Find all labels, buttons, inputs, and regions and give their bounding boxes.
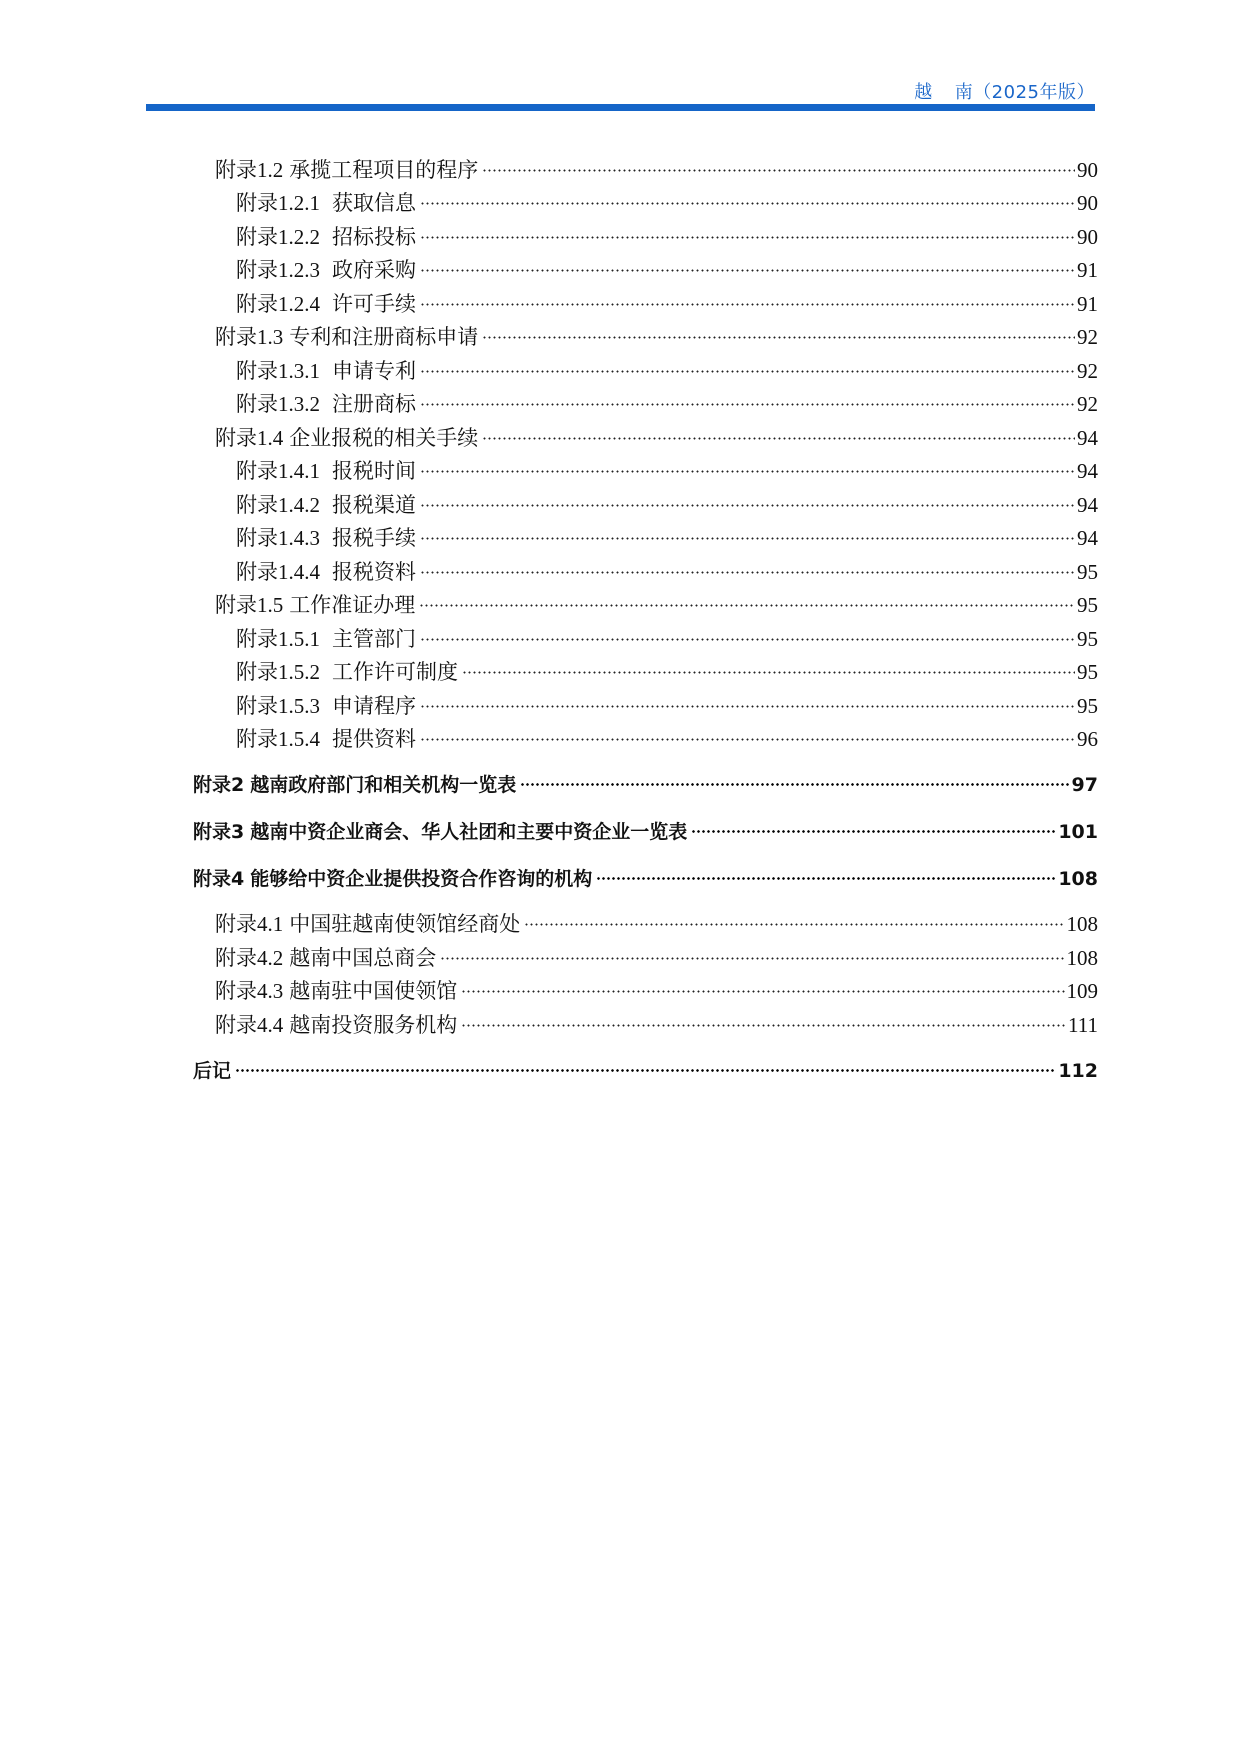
toc-entry-page: 90 bbox=[1077, 191, 1098, 215]
toc-entry-title: 越南驻中国使领馆 bbox=[289, 979, 458, 1003]
dot-leader bbox=[440, 957, 1064, 960]
toc-entry-page: 95 bbox=[1077, 560, 1098, 584]
toc-entry[interactable] bbox=[236, 691, 1098, 721]
toc-entry-page: 90 bbox=[1077, 225, 1098, 249]
toc-entry-title: 工作许可制度 bbox=[332, 660, 458, 684]
toc-entry-title: 越南投资服务机构 bbox=[289, 1013, 458, 1037]
toc-entry-number: 附录1.3.1 bbox=[236, 359, 320, 383]
toc-entry-page: 96 bbox=[1077, 727, 1098, 751]
dot-leader bbox=[420, 202, 1075, 205]
toc-entry-label bbox=[236, 356, 420, 386]
toc-entry-number: 附录4 bbox=[193, 868, 245, 890]
toc-entry-label bbox=[236, 691, 420, 721]
dot-leader bbox=[420, 537, 1075, 540]
toc-entry-number: 附录1.2.1 bbox=[236, 191, 320, 215]
toc-entry-number: 附录1.4 bbox=[215, 426, 284, 450]
dot-leader bbox=[461, 990, 1064, 993]
toc-entry-title: 承揽工程项目的程序 bbox=[289, 158, 479, 182]
toc-entry-label bbox=[236, 523, 420, 553]
toc-entry-title: 注册商标 bbox=[332, 392, 416, 416]
dot-leader bbox=[420, 705, 1075, 708]
toc-entry-page: 95 bbox=[1077, 593, 1098, 617]
toc-entry-number: 附录1.5 bbox=[215, 593, 284, 617]
toc-entry[interactable] bbox=[236, 255, 1098, 285]
dot-leader bbox=[420, 638, 1075, 641]
dot-leader bbox=[420, 370, 1075, 373]
toc-entry[interactable] bbox=[236, 188, 1098, 218]
toc-entry-number: 附录2 bbox=[193, 774, 245, 796]
toc-entry-page: 109 bbox=[1066, 979, 1098, 1003]
toc-entry-label bbox=[236, 255, 420, 285]
dot-leader bbox=[520, 783, 1069, 786]
toc-entry-title: 企业报税的相关手续 bbox=[289, 426, 479, 450]
toc-entry-title: 招标投标 bbox=[332, 225, 416, 249]
dot-leader bbox=[596, 877, 1056, 880]
dot-leader bbox=[691, 830, 1056, 833]
toc-entry-label bbox=[236, 222, 420, 252]
toc-entry-number: 附录1.2.2 bbox=[236, 225, 320, 249]
toc-entry-title: 报税资料 bbox=[332, 560, 416, 584]
toc-entry-number: 附录4.4 bbox=[215, 1013, 284, 1037]
toc-entry-page: 92 bbox=[1077, 359, 1098, 383]
toc-entry[interactable] bbox=[193, 864, 1098, 894]
toc-entry[interactable] bbox=[236, 624, 1098, 654]
dot-leader bbox=[420, 470, 1075, 473]
toc-entry-label bbox=[236, 289, 420, 319]
toc-entry-title: 许可手续 bbox=[332, 292, 416, 316]
toc-entry-title: 专利和注册商标申请 bbox=[289, 325, 479, 349]
toc-entry-page: 92 bbox=[1077, 392, 1098, 416]
toc-entry-label bbox=[236, 624, 420, 654]
toc-entry-page: 95 bbox=[1077, 627, 1098, 651]
toc-entry-label bbox=[236, 389, 420, 419]
toc-entry-label bbox=[236, 724, 420, 754]
header-country-char-1: 越 bbox=[914, 82, 933, 103]
toc-entry-page: 90 bbox=[1077, 158, 1098, 182]
toc-entry-title: 申请程序 bbox=[332, 694, 416, 718]
dot-leader bbox=[420, 269, 1075, 272]
toc-entry-page: 92 bbox=[1077, 325, 1098, 349]
toc-entry-page: 97 bbox=[1071, 774, 1098, 796]
toc-entry-label bbox=[236, 557, 420, 587]
toc-entry-label bbox=[215, 155, 482, 185]
toc-entry-title: 后记 bbox=[193, 1060, 232, 1082]
toc-entry[interactable] bbox=[236, 356, 1098, 386]
toc-entry[interactable] bbox=[236, 456, 1098, 486]
toc-entry-label bbox=[236, 490, 420, 520]
toc-entry[interactable] bbox=[236, 490, 1098, 520]
toc-entry-label bbox=[215, 1010, 461, 1040]
toc-entry-title: 提供资料 bbox=[332, 727, 416, 751]
toc-entry[interactable] bbox=[215, 155, 1098, 185]
toc-entry-number: 附录1.4.1 bbox=[236, 459, 320, 483]
toc-entry[interactable] bbox=[236, 389, 1098, 419]
toc-entry-page: 91 bbox=[1077, 292, 1098, 316]
toc-entry-page: 112 bbox=[1058, 1060, 1098, 1082]
toc-entry-page: 108 bbox=[1066, 912, 1098, 936]
toc-entry-title: 越南中资企业商会、华人社团和主要中资企业一览表 bbox=[250, 821, 688, 843]
toc-entry-label bbox=[236, 657, 462, 687]
dot-leader bbox=[420, 504, 1075, 507]
toc-entry-title: 政府采购 bbox=[332, 258, 416, 282]
dot-leader bbox=[524, 923, 1064, 926]
toc-entry-number: 附录1.5.4 bbox=[236, 727, 320, 751]
toc-entry-label bbox=[215, 423, 482, 453]
toc-entry-number: 附录1.4.2 bbox=[236, 493, 320, 517]
toc-entry-page: 108 bbox=[1058, 868, 1098, 890]
toc-entry-page: 108 bbox=[1066, 946, 1098, 970]
toc-entry[interactable] bbox=[215, 976, 1098, 1006]
toc-entry-label bbox=[193, 864, 596, 894]
dot-leader bbox=[482, 169, 1075, 172]
toc-entry-label bbox=[236, 456, 420, 486]
toc-entry-page: 94 bbox=[1077, 426, 1098, 450]
toc-entry-number: 附录1.2.4 bbox=[236, 292, 320, 316]
toc-entry[interactable] bbox=[215, 909, 1098, 939]
header-rule bbox=[146, 104, 1095, 111]
toc-entry-title: 主管部门 bbox=[332, 627, 416, 651]
dot-leader bbox=[461, 1024, 1066, 1027]
toc-entry[interactable] bbox=[236, 724, 1098, 754]
toc-entry-title: 报税时间 bbox=[332, 459, 416, 483]
toc-entry[interactable] bbox=[215, 1010, 1098, 1040]
toc-entry[interactable] bbox=[215, 943, 1098, 973]
toc-entry-page: 91 bbox=[1077, 258, 1098, 282]
toc-entry-title: 工作准证办理 bbox=[289, 593, 416, 617]
dot-leader bbox=[235, 1069, 1056, 1072]
toc-entry[interactable] bbox=[215, 423, 1098, 453]
toc-entry-label bbox=[215, 590, 419, 620]
toc-entry-number: 附录4.1 bbox=[215, 912, 284, 936]
dot-leader bbox=[482, 336, 1075, 339]
toc-entry-number: 附录3 bbox=[193, 821, 245, 843]
toc-entry-number: 附录1.5.2 bbox=[236, 660, 320, 684]
toc-entry-title: 报税渠道 bbox=[332, 493, 416, 517]
toc-entry-page: 101 bbox=[1058, 821, 1098, 843]
toc-entry-number: 附录1.3 bbox=[215, 325, 284, 349]
dot-leader bbox=[420, 738, 1075, 741]
toc-entry-number: 附录1.4.4 bbox=[236, 560, 320, 584]
dot-leader bbox=[420, 571, 1075, 574]
toc-entry-label bbox=[236, 188, 420, 218]
toc-entry-number: 附录4.2 bbox=[215, 946, 284, 970]
toc-entry[interactable] bbox=[215, 322, 1098, 352]
toc-entry[interactable] bbox=[236, 222, 1098, 252]
toc-entry-label bbox=[215, 322, 482, 352]
toc-entry-title: 申请专利 bbox=[332, 359, 416, 383]
toc-entry[interactable] bbox=[236, 657, 1098, 687]
toc-entry[interactable] bbox=[215, 590, 1098, 620]
toc-entry[interactable] bbox=[193, 817, 1098, 847]
toc-entry-page: 94 bbox=[1077, 526, 1098, 550]
toc-entry-title: 获取信息 bbox=[332, 191, 416, 215]
toc-entry-title: 能够给中资企业提供投资合作咨询的机构 bbox=[250, 868, 593, 890]
header-edition: （2025年版） bbox=[973, 82, 1095, 103]
dot-leader bbox=[482, 437, 1075, 440]
toc-entry-number: 附录1.3.2 bbox=[236, 392, 320, 416]
toc-entry-number: 附录1.2.3 bbox=[236, 258, 320, 282]
toc-entry-title: 越南中国总商会 bbox=[289, 946, 437, 970]
toc-entry-label bbox=[193, 770, 520, 800]
toc-entry-number: 附录1.5.3 bbox=[236, 694, 320, 718]
toc-entry-number: 附录1.4.3 bbox=[236, 526, 320, 550]
toc-entry-title: 报税手续 bbox=[332, 526, 416, 550]
header-country-char-2: 南 bbox=[954, 82, 974, 103]
dot-leader bbox=[420, 236, 1075, 239]
toc-entry-label bbox=[193, 817, 691, 847]
dot-leader bbox=[419, 604, 1075, 607]
toc-entry[interactable] bbox=[236, 557, 1098, 587]
toc-entry-number: 附录1.5.1 bbox=[236, 627, 320, 651]
toc-entry[interactable] bbox=[236, 289, 1098, 319]
toc-entry-number: 附录1.2 bbox=[215, 158, 284, 182]
running-header bbox=[914, 78, 1095, 104]
toc-entry-page: 94 bbox=[1077, 459, 1098, 483]
toc-entry-page: 95 bbox=[1077, 694, 1098, 718]
dot-leader bbox=[420, 403, 1075, 406]
toc-entry[interactable] bbox=[193, 1056, 1098, 1086]
toc-entry-label bbox=[215, 943, 440, 973]
toc-entry-title: 中国驻越南使领馆经商处 bbox=[289, 912, 521, 936]
dot-leader bbox=[420, 303, 1075, 306]
toc-entry[interactable] bbox=[236, 523, 1098, 553]
toc-entry-page: 94 bbox=[1077, 493, 1098, 517]
toc-entry[interactable] bbox=[193, 770, 1098, 800]
toc-entry-page: 95 bbox=[1077, 660, 1098, 684]
toc-entry-page: 111 bbox=[1068, 1013, 1098, 1037]
toc-entry-label bbox=[215, 909, 524, 939]
dot-leader bbox=[462, 671, 1075, 674]
toc-entry-number: 附录4.3 bbox=[215, 979, 284, 1003]
toc-entry-title: 越南政府部门和相关机构一览表 bbox=[250, 774, 517, 796]
toc-entry-label bbox=[193, 1056, 235, 1086]
toc-entry-label bbox=[215, 976, 461, 1006]
